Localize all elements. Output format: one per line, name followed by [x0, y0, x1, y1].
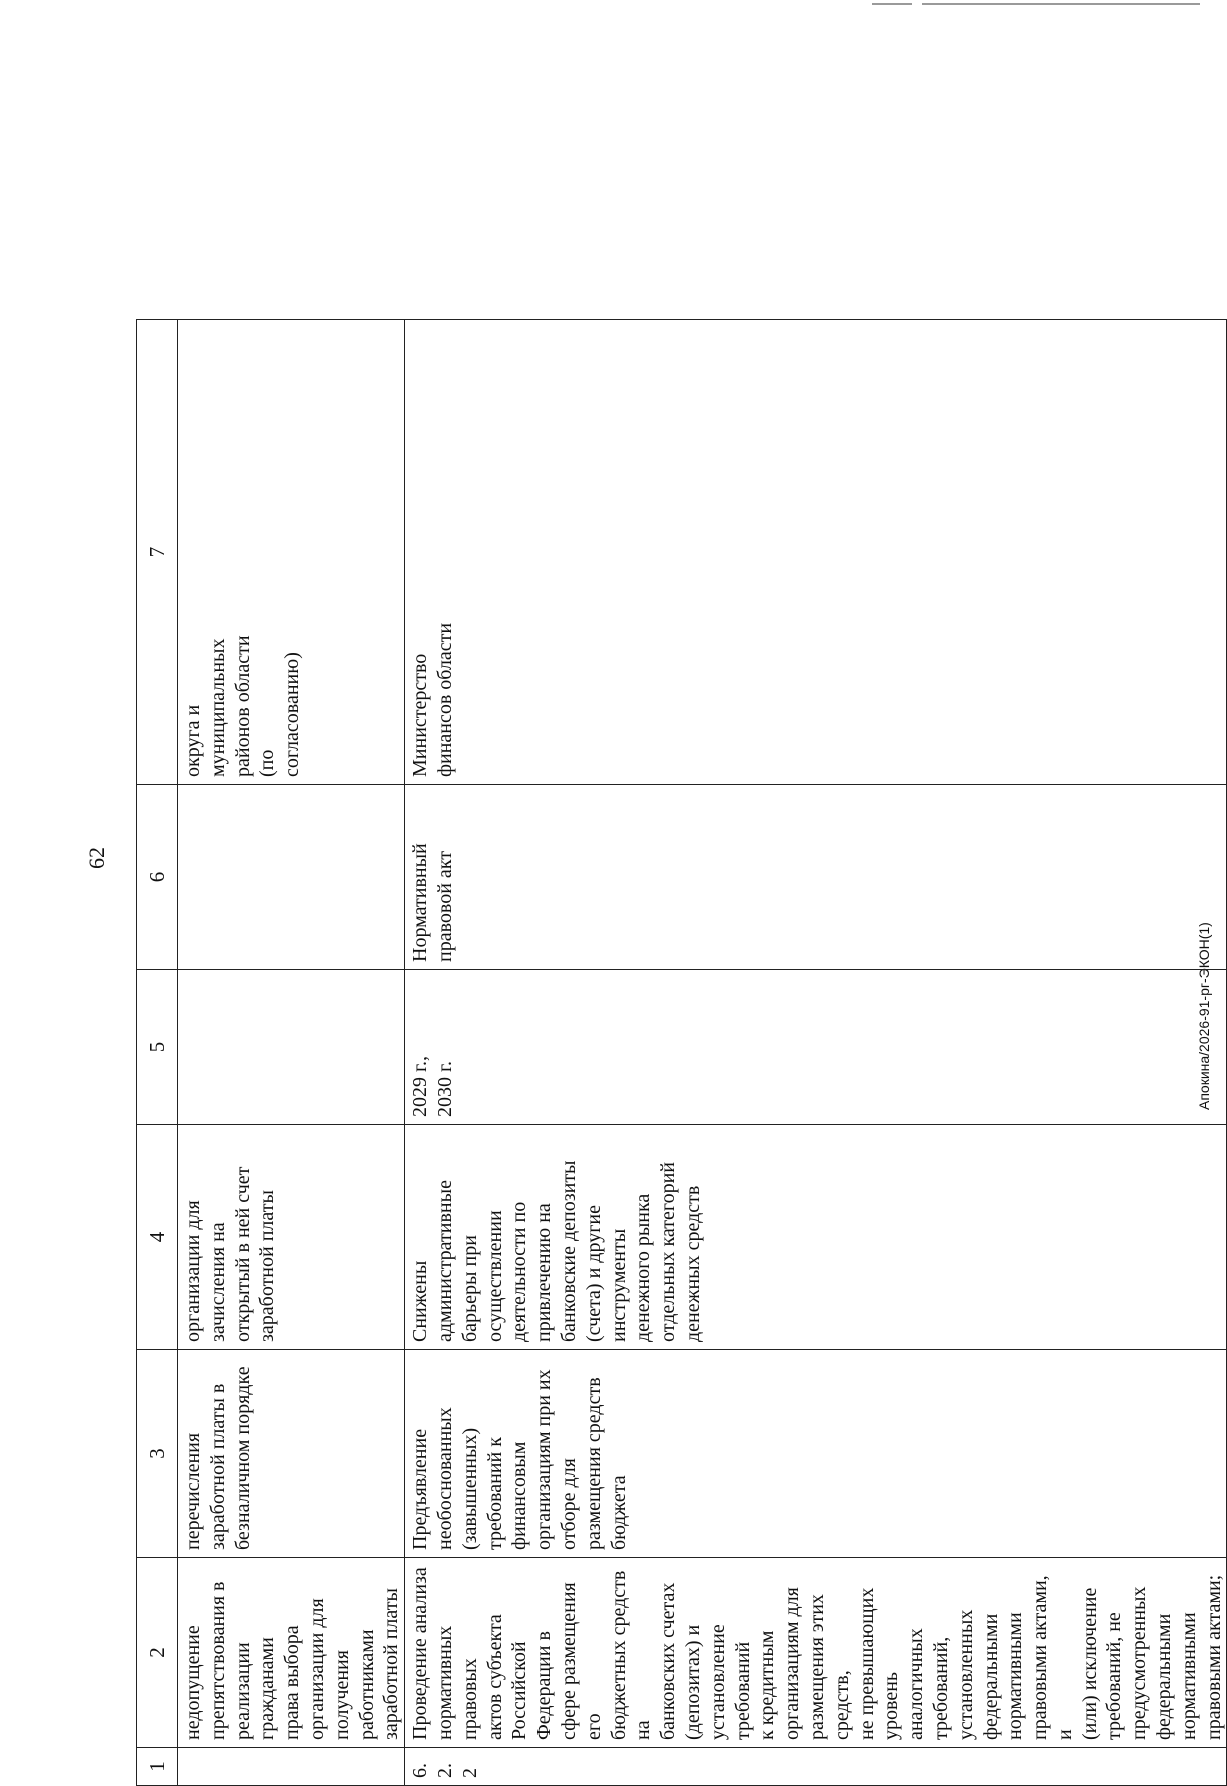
cell-text: Нормативный правовой акт	[409, 843, 456, 962]
document-type-cell	[178, 785, 405, 970]
header-cell: 7	[137, 320, 178, 785]
problem-cell	[405, 1350, 1227, 1558]
cell-text: перечисления заработной платы в безналичном порядке	[182, 1366, 254, 1550]
cell-text: 6.2.2	[409, 1763, 481, 1778]
measure-cell	[178, 1558, 405, 1748]
header-cell: 2	[137, 1558, 178, 1748]
cell-text: организации для зачисления на открытый в ней счет заработной платы	[182, 1166, 279, 1342]
cell-text: 2029 г., 2030 г.	[409, 1056, 456, 1117]
document-code: Апокина/2026-91-рг-ЭКОН(1)	[1196, 922, 1212, 1110]
table-row	[405, 320, 1227, 1786]
header-cell: 3	[137, 1350, 178, 1558]
responsible-cell	[405, 320, 1227, 785]
result-cell	[178, 1125, 405, 1350]
header-cell: 1	[137, 1748, 178, 1786]
header-cell: 5	[137, 970, 178, 1125]
table-header-row	[137, 320, 178, 1786]
page-number: 62	[84, 847, 109, 869]
document-type-cell	[405, 785, 1227, 970]
cell-text: Проведение анализа нормативных правовых актов субъекта Российской Федерации в сфере размещения его бюджетных средств на банковских счетах (депозитах) и установление требований к кредитным организациям для размещения этих средств, не превышающих уровень аналогичных требований, установленных федеральными нормативными правовыми актами, и (или) исключение требований, не предусмотренных федеральными нормативными правовыми актами;	[409, 1567, 1225, 1740]
row-number-cell	[405, 1748, 1227, 1786]
cell-text: Министерство финансов области	[409, 622, 456, 777]
row-number-cell	[178, 1748, 405, 1786]
cell-text: Предъявление необоснованных (завышенных) требований к финансовым организациям при их отборе для размещения средств бюджета	[409, 1369, 630, 1550]
cell-text: округа и муниципальных районов области (по согласованию)	[182, 635, 304, 777]
cell-text: недопущение препятствования в реализации гражданами права выбора организации для получения работниками заработной платы	[182, 1581, 403, 1740]
responsible-cell	[178, 320, 405, 785]
problem-cell	[178, 1350, 405, 1558]
scan-edge-line	[922, 3, 1200, 5]
deadline-cell	[405, 970, 1227, 1125]
measures-table	[136, 319, 1227, 1786]
cell-text: Снижены административные барьеры при осуществлении деятельности по привлечению на банковские депозиты (счета) и другие инструменты денежного рынка отдельных категорий денежных средств	[409, 1160, 704, 1342]
header-cell: 4	[137, 1125, 178, 1350]
scan-edge-line	[872, 3, 912, 5]
measure-cell	[405, 1558, 1227, 1748]
table-row	[178, 320, 405, 1786]
header-cell: 6	[137, 785, 178, 970]
result-cell	[405, 1125, 1227, 1350]
deadline-cell	[178, 970, 405, 1125]
